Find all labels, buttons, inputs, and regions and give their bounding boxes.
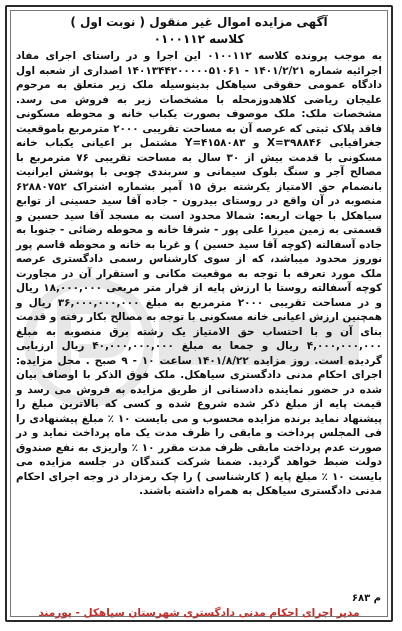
notice-body-paragraph: به موجب پرونده کلاسه ۰۱۰۰۱۱۲ این اجرا و در راستای اجرای مفاد اجرائیه شماره ۱۴۰۱/۲/۲۱ - ۱۴۰۱۳۴۴۲۰۰۰۰۰۵۱۰۶۱ اصداری از شعبه اول دادگاه عمومی حقوقی سیاهکل بدینوسیله ملک زیر متعلق به مرحوم علیجان ریاضی کلاهدوزمحله با مشخصات زیر به فروش می رسد. مشخصات ملک: ملک موصوف بصورت یکباب خانه و محوطه مسکونی فاقد پلاک ثبتی که عرصه آن به مساحت تقریبی ۲۰۰۰ مترمربع باموقعیت جغرافیایی X=۳۹۸۸۴۶ و Y=۴۱۵۸۰۸۳ مشتمل بر اعیانی یکباب خانه مسکونی با قدمت بیش از ۳۰ سال به مساحت تقریبی ۷۶ مترمربع با مصالح آجر و سنگ بلوک سیمانی و سربندی چوبی با پوشش ایرانیت بانضمام حق الامتیاز یکرشته برق ۱۵ آمپر بشماره اشتراک ۶۲۸۸۰۷۵۲ منصوبه در آن واقع در روستای بیدرون - جاده آقا سید حسینی از توابع سیاهکل با جهات اربعه: شمالا محدود است به مسجد آقا سید حسین و قسمتی به زمین میرزا علی پور - شرقا خانه و محوطه رضائی - جنوبا به جاده آسفالته (کوچه آقا سید حسین ) و غربا به خانه و محوطه قاسم پور نوروز محدود میباشد، که از سوی کارشناس رسمی دادگستری عرصه ملک مورد تعرفه با توجه به موقعیت مکانی و استقرار آن در مجاورت کوچه آسفالته روستا با ارزش پایه از قرار متر مربعی ۱۸,۰۰۰,۰۰۰ ریال و در مساحت تقریبی ۲۰۰۰ مترمربع به مبلغ ۳۶,۰۰۰,۰۰۰,۰۰۰ ریال و همچنین ارزش اعیانی خانه مسکونی با توجه به مصالح بکار رفته و قدمت بنای آن و با احتساب حق الامتیاز یک رشته برق منصوبه به مبلغ ۴,۰۰۰,۰۰۰,۰۰۰ ریال و جمعا به مبلغ ۴۰,۰۰۰,۰۰۰,۰۰۰ ریال ارزیابی گردیده است. روز مزایده ۱۴۰۱/۸/۲۲ ساعت ۱۰ - ۹ صبح . محل مزایده: اجرای احکام مدنی دادگستری سیاهکل. ملک فوق الذکر با اوصاف بیان شده در حضور نماینده دادستانی از طریق مزایده به فروش می رسد و قیمت پایه از مبلغ ذکر شده شروع شده و کسی که بالاترین مبلغ را پیشنهاد نماید برنده مزایده محسوب و می بایست ۱۰ ٪ مبلغ پیشنهادی را فی المجلس پرداخت و مابقی را ظرف مدت یک ماه پرداخت نماید و در صورت عدم پرداخت مابقی ظرف مدت مقرر ۱۰ ٪ واریزی به نفع صندوق دولت ضبط خواهد گردید. ضمنا شرکت کنندگان در جلسه مزایده می بایست ۱۰ ٪ مبلغ پایه ( کارشناسی ) را چک رمزدار در وجه اجرای احکام مدنی دادگستری سیاهکل به همراه داشته باشند. [16, 50, 383, 497]
notice-body [16, 49, 382, 499]
notice-title: آگهی مزایده اموال غیر منقول ( نوبت اول ) [70, 15, 328, 29]
file-reference: کلاسه ۰۱۰۰۱۱۲ [153, 32, 245, 46]
issuer-signature-line: مدیر اجرای احکام مدنی دادگستری شهرستان سیاهکل - پورمند [38, 607, 360, 619]
notice-frame [5, 5, 393, 622]
reference-code: م ۶۸۳ [351, 593, 381, 604]
